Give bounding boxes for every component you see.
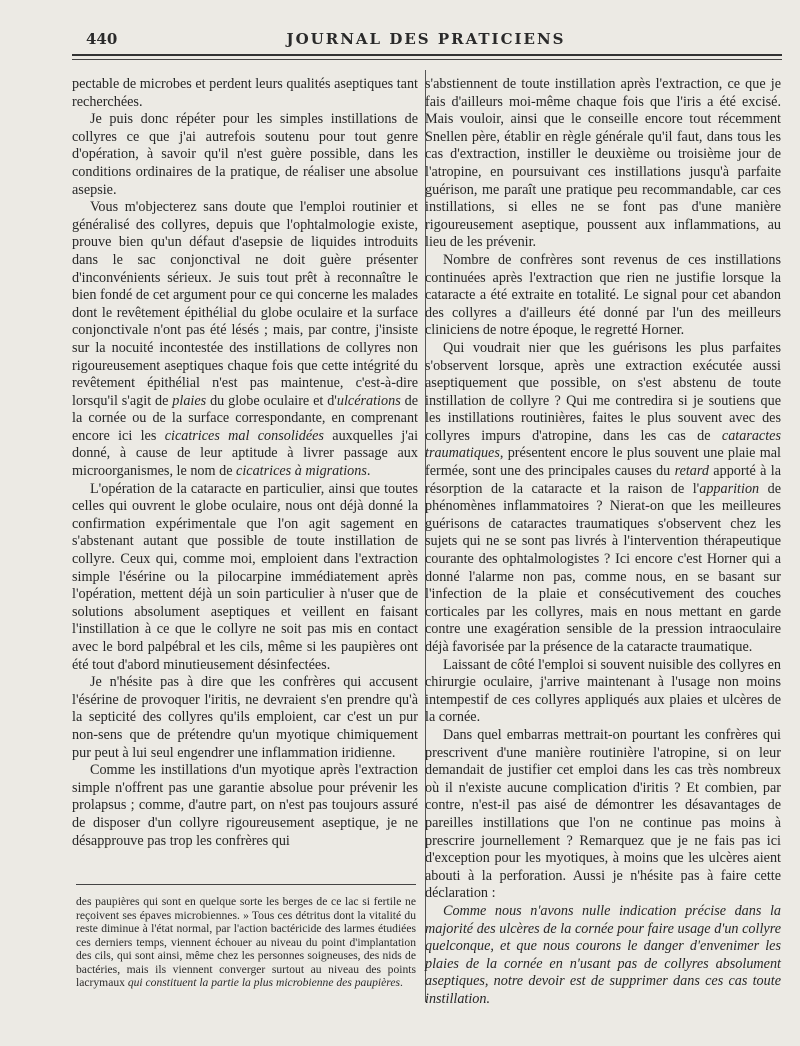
paragraph: pectable de microbes et perdent leurs qualités aseptiques tant recherchées. [72,76,418,110]
paragraph: Je n'hésite pas à dire que les confrères qui accusent l'ésérine de provoquer l'iritis, ne devraient s'en prendre qu'à la septicité des collyres qu'ils emploient, car c'est un pur non-sens que de prétendre qu'un myotique chimiquement pur peut à lui seul engendrer une inflammation iridienne. [72,674,418,761]
paragraph: Dans quel embarras mettrait-on pourtant les confrères qui prescrivent d'une manière routinière l'atropine, si on leur demandait de justifier cet emploi dans les cas très nombreux où il n'existe aucune complication d'iritis ? Et combien, par contre, n'est-il pas aisé de démontrer les désavantages de pareilles instillations que l'on ne continue pas moins à prescrire journellement ? Remarquez que je ne fais pas ici d'exception pour les myotiques, à moins que les ulcères aient abouti à la perforation. Aussi je n'hésite pas à faire cette déclaration : [425,726,781,902]
left-column [72,76,418,850]
page-header [72,30,780,52]
footnote-rule [76,884,416,885]
header-rule-thin [72,59,782,60]
paragraph: Comme les instillations d'un myotique après l'extraction simple n'offrent pas une garantie absolue pour prévenir les prolapsus ; comme, d'autre part, on n'est pas toujours assuré de disposer d'un collyre rigoureusement aseptique, je ne désapprouve pas trop les confrères qui [72,762,418,849]
paragraph: L'opération de la cataracte en particulier, ainsi que toutes celles qui ouvrent le globe oculaire, nous ont déjà donné la confirmation expérimentale que l'on agit sagement en s'abstenant autant que possible de toute instillation de collyre. Ceux qui, comme moi, emploient dans l'extraction simple l'ésérine ou la pilocarpine immédiatement après l'opération, mettent déjà un soin particulier à n'user que de solutions absolument aseptiques et veillent en faisant l'instillation à ce que le collyre ne soit pas mis en contact avec le bord palpébral et les cils, même si les paupières ont été tout d'abord minutieusement désinfectées. [72,480,418,673]
paragraph: Nombre de confrères sont revenus de ces instillations continuées après l'extraction que rien ne justifie lorsque la cataracte a été extraite en totalité. Le signal pour cet abandon des collyres a d'ailleurs été donné par l'un des meilleurs cliniciens de notre époque, le regretté Horner. [425,251,781,339]
paragraph: Qui voudrait nier que les guérisons les plus parfaites s'observent lorsque, après une extraction exécutée aussi aseptiquement que possible, on s'est abstenu de toute instillation de collyre ? Qui me contredira si je soutiens que les instillations routinières, faites le plus souvent avec des collyres impurs d'atropine, dans les cas de cataractes traumatiques, présentent encore le plus souvent une plaie mal fermée, sont une des principales causes du retard apporté à la résorption de la cataracte et la raison de l'apparition de phénomènes inflammatoires ? Nierat-on que les meilleures guérisons de cataractes traumatiques s'observent chez les sujets qui ne se sont pas livrés à l'intervention thérapeutique courante des ophtalmologistes ? Ici encore c'est Horner qui a donné l'alarme non pas, comme nous, en se basant sur l'infection de la plaie et consécutivement des couches corticales par les collyres, mais en nous mettant en garde contre une exagération sensible de la pression intraoculaire déjà favorisée par la présence de la cataracte traumatique. [425,339,781,655]
paragraph-italic-declaration: Comme nous n'avons nulle indication précise dans la majorité des ulcères de la cornée pour faire usage d'un collyre quelconque, et que nous courons le danger d'envenimer les plaies de la cornée en n'usant pas de collyres absolument aseptiques, notre devoir est de supprimer dans ces cas toute instillation. [425,902,781,1007]
paragraph: Laissant de côté l'emploi si souvent nuisible des collyres en chirurgie oculaire, j'arrive maintenant à l'usage non moins intempestif de ces collyres appliqués aux plaies et ulcères de la cornée. [425,656,781,726]
header-rule [72,54,782,56]
right-column [425,76,781,1008]
paragraph: s'abstiennent de toute instillation après l'extraction, ce que je fais d'ailleurs moi-même chaque fois que l'iris a été excisé. Mais vouloir, ainsi que le conseille encore tout récemment Snellen père, établir en règle générale qu'il faut, dans tous les cas d'extraction, instiller le deuxième ou troisième jour de l'atropine, en poursuivant ces instillations jusqu'à parfaite guérison, me paraît une pratique peu recommandable, car ces instillations, si elles ne se font pas d'une manière rigoureusement aseptique, poussent aux inflammations, au lieu de les prévenir. [425,76,781,251]
footnote: des paupières qui sont en quelque sorte les berges de ce lac si fertile ne reçoivent ses épaves microbiennes. » Tous ces détritus dont la vitalité du reste diminue à l'état normal, par l'action bactéricide des larmes étudiées ces derniers temps, viennent échouer au niveau du point d'implantation des cils, qui sont ainsi, même chez les personnes soigneuses, des nids de bactéries, mais ils viennent converger surtout au niveau des points lacrymaux qui constituent la partie la plus microbienne des paupières. [76,895,416,989]
paragraph: Vous m'objecterez sans doute que l'emploi routinier et généralisé des collyres, depuis que l'ophtalmologie existe, prouve bien qu'un défaut d'asepsie de liquides introduits dans le sac conjonctival ne doit guère présenter d'inconvénients sérieux. Je suis tout prêt à reconnaître le bien fondé de cet argument pour ce qui concerne les malades dont le revêtement épithélial du globe oculaire et la surface conjonctivale n'ont pas été lésés ; mais, par contre, j'insiste sur la nocuité incontestée des instillations de collyres non rigoureusement aseptiques chaque fois que cette intégrité du revêtement épithélial n'est pas maintenue, c'est-à-dire lorsqu'il s'agit de plaies du globe oculaire et d'ulcérations de la cornée ou de la surface correspondante, en comprenant encore ici les cicatrices mal consolidées auxquelles j'ai donné, à cause de leur aptitude à livrer passage aux microorganismes, le nom de cicatrices à migrations. [72,199,419,480]
running-title: JOURNAL DES PRATICIENS [286,30,566,48]
page-number: 440 [86,30,118,48]
paragraph: Je puis donc répéter pour les simples instillations de collyres ce que j'ai autrefois soutenu pour tout genre d'opération, à savoir qu'il n'est guère possible, dans les conditions ordinaires de la pratique, de réaliser une absolue asepsie. [72,111,418,198]
